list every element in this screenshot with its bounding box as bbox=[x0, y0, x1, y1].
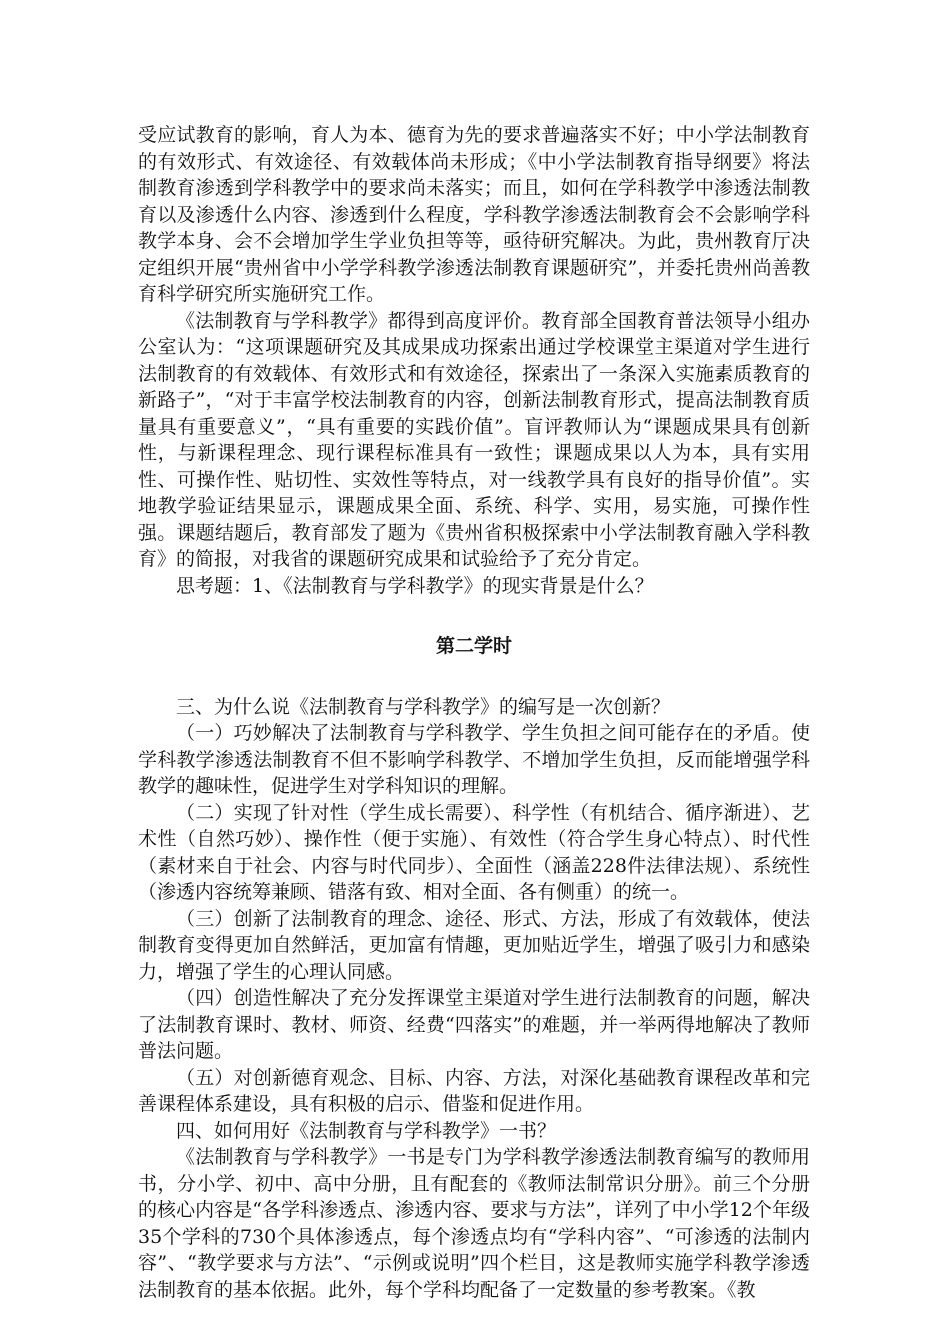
paragraph-book-description: 《法制教育与学科教学》一书是专门为学科教学渗透法制教育编写的教师用书，分小学、初中、高中分册，且有配套的《教师法制常识分册》。前三个分册的核心内容是“各学科渗透点、渗透内容、要求与方法”，详列了中小学12个年级35个学科的730个具体渗透点，每个渗透点均有“学科内容”、“可渗透的法制内容”、“教学要求与方法”、“示例或说明”四个栏目，这是教师实施学科教学渗透法制教育的基本依据。此外，每个学科均配备了一定数量的参考教案。《教 bbox=[138, 1146, 810, 1301]
paragraph-point-one: （一）巧妙解决了法制教育与学科教学、学生负担之间可能存在的矛盾。使学科教学渗透法制教育不但不影响学科教学、不增加学生负担，反而能增强学科教学的趣味性，促进学生对学科知识的理解。 bbox=[138, 722, 810, 797]
paragraph-evaluation: 《法制教育与学科教学》都得到高度评价。教育部全国教育普法领导小组办公室认为：“这项课题研究及其成果成功探索出通过学校课堂主渠道对学生进行法制教育的有效载体、有效形式和有效途径，探索出了一条深入实施素质教育的新路子”，“对于丰富学校法制教育的内容，创新法制教育形式，提高法制教育质量具有重要意义”，“具有重要的实践价值”。盲评教师认为“课题成果具有创新性，与新课程理念、现行课程标准具有一致性；课题成果以人为本，具有实用性、可操作性、贴切性、实效性等特点，对一线教学具有良好的指导价值”。实地教学验证结果显示，课题成果全面、系统、科学、实用，易实施，可操作性强。课题结题后，教育部发了题为《贵州省积极探索中小学法制教育融入学科教育》的简报，对我省的课题研究成果和试验给予了充分肯定。 bbox=[138, 309, 810, 570]
paragraph-point-three: （三）创新了法制教育的理念、途径、形式、方法，形成了有效载体，使法制教育变得更加自然鲜活，更加富有情趣，更加贴近学生，增强了吸引力和感染力，增强了学生的心理认同感。 bbox=[138, 907, 810, 983]
paragraph-point-two: （二）实现了针对性（学生成长需要）、科学性（有机结合、循序渐进）、艺术性（自然巧妙）、操作性（便于实施）、有效性（符合学生身心特点）、时代性（素材来自于社会、内容与时代同步）、全面性（涵盖228件法律法规）、系统性（渗透内容统筹兼顾、错落有致、相对全面、各有侧重）的统一。 bbox=[138, 801, 810, 903]
document-page bbox=[138, 122, 810, 1303]
paragraph-point-four: （四）创造性解决了充分发挥课堂主渠道对学生进行法制教育的问题，解决了法制教育课时、教材、师资、经费“四落实”的难题，并一举两得地解决了教师普法问题。 bbox=[138, 987, 810, 1062]
paragraph-section-four-title: 四、如何用好《法制教育与学科教学》一书？ bbox=[176, 1119, 557, 1142]
section-heading: 第二学时 bbox=[435, 635, 512, 657]
paragraph-continuation: 受应试教育的影响，育人为本、德育为先的要求普遍落实不好；中小学法制教育的有效形式、有效途径、有效载体尚未形成；《中小学法制教育指导纲要》将法制教育渗透到学科教学中的要求尚未落实；而且，如何在学科教学中渗透法制教育以及渗透什么内容、渗透到什么程度，学科教学渗透法制教育会不会影响学科教学本身、会不会增加学生学业负担等等，亟待研究解决。为此，贵州教育厅决定组织开展“贵州省中小学学科教学渗透法制教育课题研究”，并委托贵州尚善教育科学研究所实施研究工作。 bbox=[138, 124, 810, 305]
paragraph-section-three-title: 三、为什么说《法制教育与学科教学》的编写是一次创新？ bbox=[176, 695, 671, 718]
paragraph-point-five: （五）对创新德育观念、目标、内容、方法，对深化基础教育课程改革和完善课程体系建设，具有积极的启示、借鉴和促进作用。 bbox=[138, 1066, 810, 1115]
paragraph-question: 思考题：1、《法制教育与学科教学》的现实背景是什么？ bbox=[176, 574, 654, 597]
